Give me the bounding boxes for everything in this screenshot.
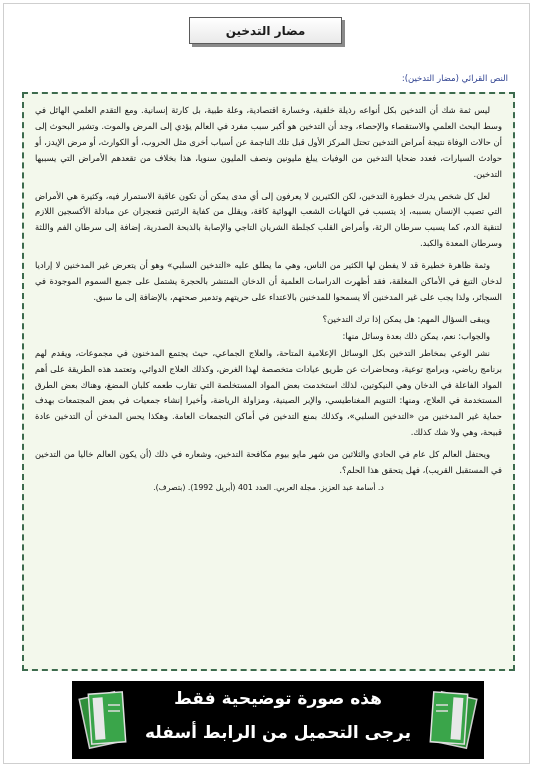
book-stack-icon	[78, 687, 134, 753]
banner-text-line1: هذه صورة توضيحية فقط	[174, 689, 382, 709]
reading-text-box	[22, 92, 515, 671]
book-stack-icon	[422, 687, 478, 753]
download-banner[interactable]	[72, 681, 484, 759]
paragraph: وثمة ظاهرة خطيرة قد لا يفطن لها الكثير من الناس، وهي ما يطلق عليه «التدخين السلبي» وهو أن يتعرض غير المدخنين لا إراديا لدخان التبغ في الأماكن المغلقة، فقد أظهرت الدراسات العلمية أن الدخان المنتشر بالحجرة يشتمل على جميع السموم الموجودة في السجائر، ولذا يجب على غير المدخنين ألا يسمحوا للمدخنين بالاعتداء على حريتهم وتدمير صحتهم، بالإضافة إلى ما سبق.	[35, 260, 502, 302]
paragraph: لعل كل شخص يدرك خطورة التدخين، لكن الكثيرين لا يعرفون إلى أي مدى يمكن أن تكون عاقبة الاستمرار فيه، وكثيرة هي الأمراض التي تصيب الإنسان بسببه، إذ يتسبب في التهابات الشعب الهوائية كافة، ويقلل من كفاية الرئتين فتعجزان عن مبادلة الأكسجين اللازم لتنقية الدم، كما يسبب سرطان الرئة، وأمراض القلب كجلطة الشريان التاجي والإصابة بالذبحة الصدرية، إضافة إلى سرطان الفم واللثة وسرطان المعدة والكبد.	[35, 190, 502, 249]
page-title: مضار التدخين	[189, 17, 342, 44]
banner-text-line2: يرجى التحميل من الرابط أسفله	[144, 723, 412, 743]
paragraph: ويحتفل العالم كل عام في الحادي والثلاثين من شهر مايو بيوم مكافحة التدخين، وشعاره في ذلك (أن يكون العالم خاليا من التدخين في المستقبل القريب)، فهل يتحقق هذا الحلم؟.	[35, 449, 502, 476]
paragraph: نشر الوعي بمخاطر التدخين بكل الوسائل الإعلامية المتاحة، والعلاج الجماعي، حيث يجتمع المدخنون في مجموعات، ويقدم لهم برنامج رياضي، وبرامج توعية، ومحاضرات عن طريق عيادات متخصصة لهذا الغرض، وكذلك العلاج الدوائي، وتعتمد هذه الطريقة على أهم المواد الفاعلة في الدخان وهي النيكوتين، لذلك استخدمت بعض المواد المستخلصة التي تقارب طعمه كلبان المضغ، وهناك بعض الطرق المستخدمة في العلاج، ومنها: التنويم المغناطيسي، والإبر الصينية، ومزاولة الرياضة، وأخيرا إنشاء جمعيات في بعض المجتمعات بهدف حماية غير المدخنين من «التدخين السلبي»، وكذلك بمنع التدخين في أماكن التجمعات العامة. وهكذا يحس المدخن أن التدخين عادة قبيحة، وهي ولا شك كذلك.	[35, 347, 502, 438]
source-citation: د. أسامة عبد العزيز. مجلة العربي. العدد 401 (أبريل 1992). (بتصرف).	[153, 482, 384, 492]
paragraph: والجواب: نعم، يمكن ذلك بعدة وسائل منها:	[342, 330, 490, 341]
paragraph: ليس ثمة شك أن التدخين بكل أنواعه رذيلة خلقية، وخسارة اقتصادية، وعلة طبية، بل كارثة إنسانية. ومع التقدم العلمي الهائل في وسط البحث العلمي والاستقصاء والإحصاء، وجد أن التدخين هو أكبر سبب مفرد في العالم يؤدي إلى المرض والموت. وتشير البحوث إلى أن حالات الوفاة نتيجة أمراض التدخين تحتل المركز الأول قبل تلك الناجمة عن أسباب أخرى مثل الحروب، أو الكوارث، أو مرض الإيدز، أو حوادث السيارات، فعدد ضحايا التدخين من الوفيات يبلغ مليونين ونصف المليون سنويا، هذا بخلاف من تقعدهم الأمراض التي يسببها التدخين.	[35, 105, 502, 179]
paragraph: ويبقى السؤال المهم: هل يمكن إذا ترك التدخين؟	[322, 313, 490, 324]
section-subtitle: النص القرائي (مضار التدخين):	[401, 74, 508, 84]
